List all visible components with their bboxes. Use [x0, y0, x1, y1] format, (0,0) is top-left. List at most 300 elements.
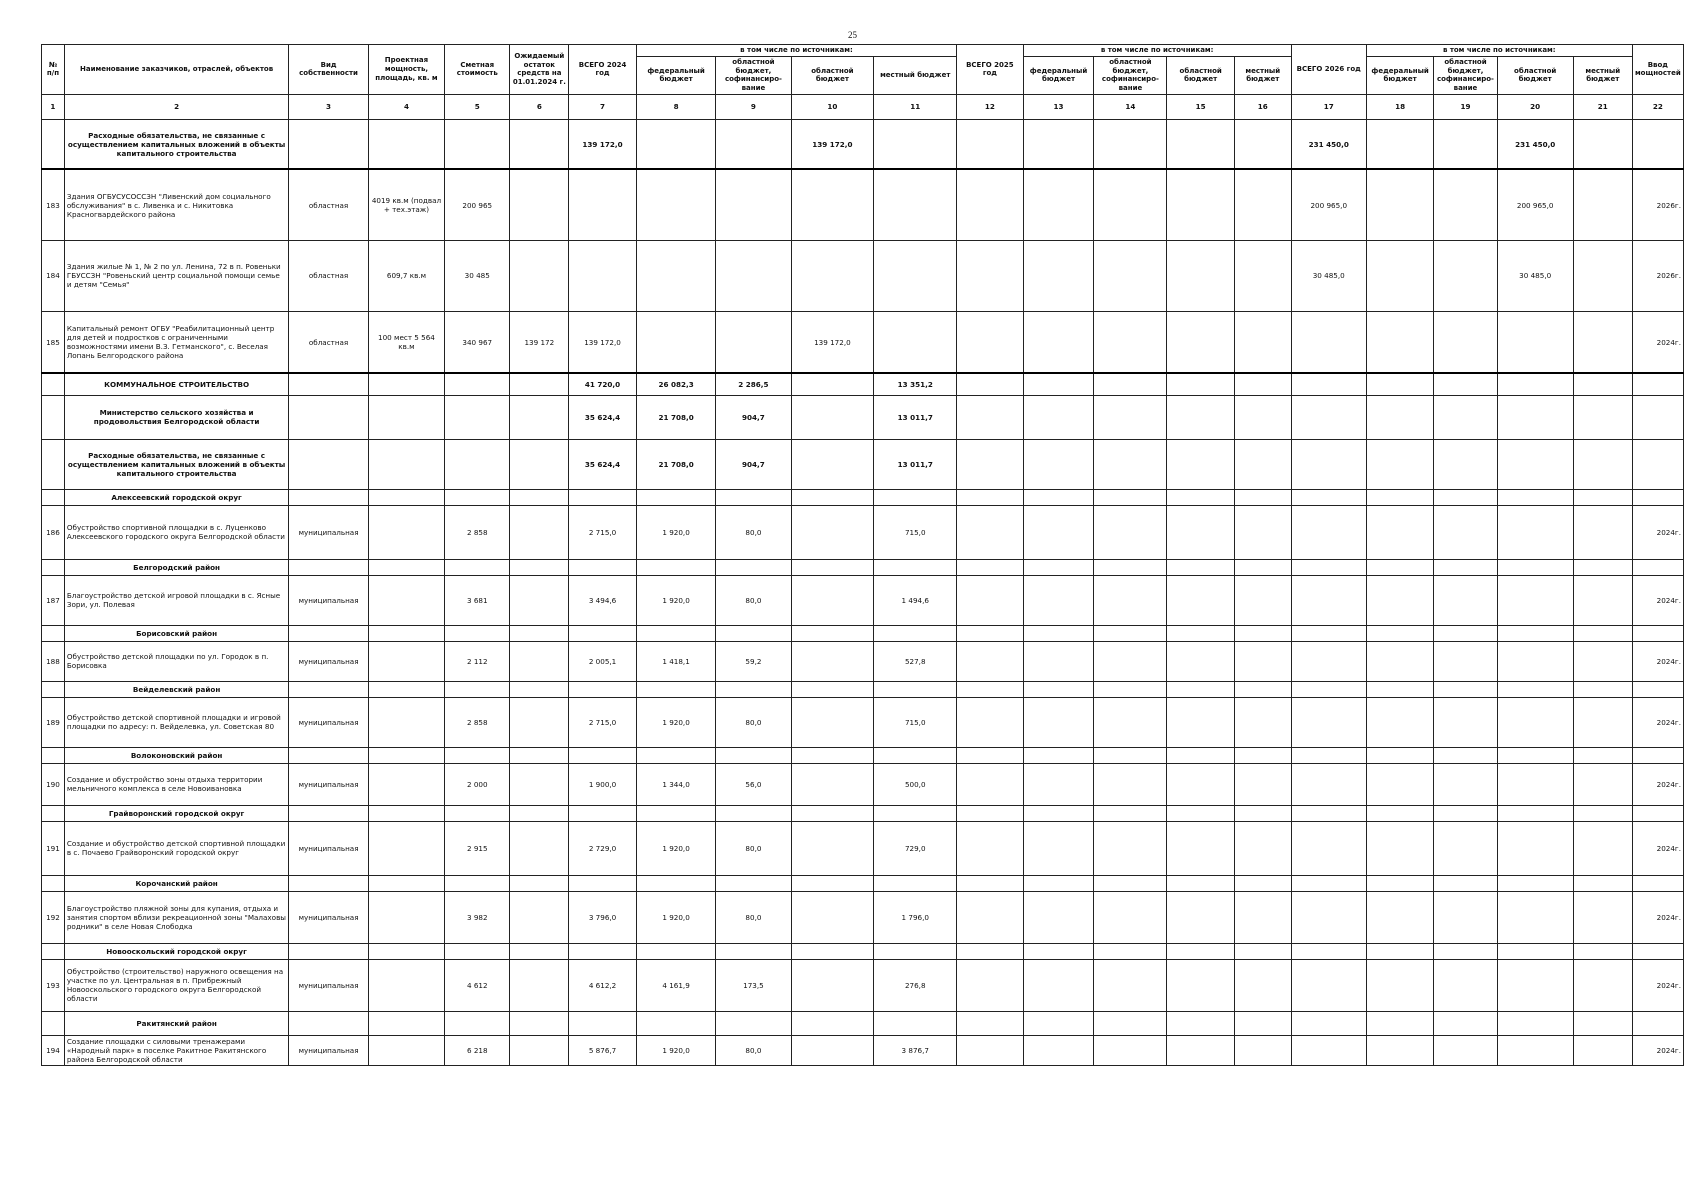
- federal-2026-cell: [1366, 747, 1434, 763]
- total-2024-cell: 41 720,0: [569, 373, 637, 395]
- estimate-cell: 2 915: [445, 821, 510, 875]
- federal-2024-cell: 26 082,3: [636, 373, 716, 395]
- federal-2025-cell: [1023, 240, 1094, 311]
- total-2026-cell: [1291, 395, 1366, 439]
- remainder-cell: [510, 891, 569, 943]
- total-2025-cell: [957, 891, 1023, 943]
- federal-2026-cell: [1366, 625, 1434, 641]
- remainder-cell: [510, 747, 569, 763]
- ownership-cell: [289, 559, 369, 575]
- commissioning-year-cell: 2024г.: [1632, 641, 1683, 681]
- regional-2024-cell: [791, 559, 874, 575]
- commissioning-year-cell: 2024г.: [1632, 575, 1683, 625]
- num-cell: 190: [42, 763, 65, 805]
- federal-2024-cell: 4 161,9: [636, 959, 716, 1011]
- regional-2025-cell: [1167, 943, 1235, 959]
- col-header-regional: областной бюджет: [791, 56, 874, 94]
- regional-2025-cell: [1167, 373, 1235, 395]
- total-2025-cell: [957, 395, 1023, 439]
- regional-cofin-2025-cell: [1094, 641, 1167, 681]
- regional-2026-cell: [1497, 805, 1573, 821]
- local-2025-cell: [1234, 697, 1291, 747]
- local-2026-cell: [1573, 169, 1632, 240]
- regional-cofin-2024-cell: [716, 625, 791, 641]
- federal-2026-cell: [1366, 641, 1434, 681]
- local-2026-cell: [1573, 697, 1632, 747]
- federal-2026-cell: [1366, 575, 1434, 625]
- regional-2024-cell: [791, 1035, 874, 1065]
- federal-2024-cell: [636, 169, 716, 240]
- regional-2025-cell: [1167, 763, 1235, 805]
- regional-cofin-2025-cell: [1094, 1035, 1167, 1065]
- regional-2026-cell: [1497, 891, 1573, 943]
- col-header-commissioning: Ввод мощностей: [1632, 45, 1683, 95]
- total-2024-cell: 2 715,0: [569, 697, 637, 747]
- col-header-total-2025: ВСЕГО 2025 год: [957, 45, 1023, 95]
- ownership-cell: [289, 1011, 369, 1035]
- section-row: [42, 681, 1684, 697]
- ownership-cell: областная: [289, 311, 369, 373]
- section-row: [42, 875, 1684, 891]
- regional-2026-cell: [1497, 1035, 1573, 1065]
- col-header-sources-2024: в том числе по источникам:: [636, 45, 956, 57]
- regional-cofin-2026-cell: [1434, 763, 1497, 805]
- commissioning-year-cell: [1632, 943, 1683, 959]
- num-cell: [42, 805, 65, 821]
- regional-2026-cell: [1497, 959, 1573, 1011]
- col-header-local: местный бюджет: [1573, 56, 1632, 94]
- col-header-federal: федеральный бюджет: [636, 56, 716, 94]
- regional-cofin-2024-cell: 2 286,5: [716, 373, 791, 395]
- column-number: 17: [1291, 94, 1366, 119]
- local-2025-cell: [1234, 439, 1291, 489]
- regional-2026-cell: [1497, 943, 1573, 959]
- regional-2024-cell: 139 172,0: [791, 311, 874, 373]
- local-2026-cell: [1573, 505, 1632, 559]
- total-2026-cell: [1291, 891, 1366, 943]
- ownership-cell: муниципальная: [289, 763, 369, 805]
- column-number: 14: [1094, 94, 1167, 119]
- regional-2024-cell: [791, 805, 874, 821]
- total-2026-cell: [1291, 805, 1366, 821]
- regional-cofin-2024-cell: 59,2: [716, 641, 791, 681]
- total-2025-cell: [957, 1035, 1023, 1065]
- capacity-cell: [368, 681, 444, 697]
- estimate-cell: 3 681: [445, 575, 510, 625]
- local-2024-cell: 1 796,0: [874, 891, 957, 943]
- total-2024-cell: 4 612,2: [569, 959, 637, 1011]
- total-2025-cell: [957, 169, 1023, 240]
- total-2025-cell: [957, 805, 1023, 821]
- total-2024-cell: 35 624,4: [569, 395, 637, 439]
- regional-2025-cell: [1167, 559, 1235, 575]
- regional-cofin-2024-cell: 56,0: [716, 763, 791, 805]
- total-2025-cell: [957, 240, 1023, 311]
- summary-row: [42, 119, 1684, 169]
- total-2024-cell: [569, 875, 637, 891]
- estimate-cell: [445, 395, 510, 439]
- local-2025-cell: [1234, 805, 1291, 821]
- regional-2024-cell: [791, 505, 874, 559]
- col-header-regional: областной бюджет: [1497, 56, 1573, 94]
- estimate-cell: 6 218: [445, 1035, 510, 1065]
- ownership-cell: [289, 805, 369, 821]
- federal-2025-cell: [1023, 625, 1094, 641]
- local-2026-cell: [1573, 489, 1632, 505]
- regional-2025-cell: [1167, 311, 1235, 373]
- regional-cofin-2024-cell: 80,0: [716, 505, 791, 559]
- regional-2026-cell: [1497, 641, 1573, 681]
- object-name-cell: Белгородский район: [64, 559, 288, 575]
- remainder-cell: [510, 395, 569, 439]
- regional-cofin-2024-cell: 904,7: [716, 439, 791, 489]
- ownership-cell: [289, 625, 369, 641]
- federal-2025-cell: [1023, 891, 1094, 943]
- ownership-cell: [289, 681, 369, 697]
- remainder-cell: [510, 697, 569, 747]
- ownership-cell: [289, 943, 369, 959]
- federal-2026-cell: [1366, 439, 1434, 489]
- num-cell: [42, 439, 65, 489]
- remainder-cell: [510, 489, 569, 505]
- column-number: 10: [791, 94, 874, 119]
- object-name-cell: Корочанский район: [64, 875, 288, 891]
- commissioning-year-cell: 2026г.: [1632, 169, 1683, 240]
- regional-2024-cell: [791, 747, 874, 763]
- column-number: 4: [368, 94, 444, 119]
- table-row: [42, 763, 1684, 805]
- column-number: 16: [1234, 94, 1291, 119]
- regional-cofin-2024-cell: [716, 311, 791, 373]
- regional-2024-cell: [791, 821, 874, 875]
- budget-table: [41, 44, 1684, 1066]
- column-number: 6: [510, 94, 569, 119]
- commissioning-year-cell: [1632, 875, 1683, 891]
- ownership-cell: [289, 439, 369, 489]
- local-2026-cell: [1573, 747, 1632, 763]
- table-header: [42, 45, 1684, 120]
- capacity-cell: [368, 489, 444, 505]
- capacity-cell: [368, 747, 444, 763]
- local-2026-cell: [1573, 1035, 1632, 1065]
- total-2024-cell: 2 729,0: [569, 821, 637, 875]
- federal-2024-cell: [636, 943, 716, 959]
- local-2024-cell: [874, 805, 957, 821]
- capacity-cell: [368, 959, 444, 1011]
- local-2026-cell: [1573, 681, 1632, 697]
- capacity-cell: [368, 891, 444, 943]
- federal-2026-cell: [1366, 891, 1434, 943]
- commissioning-year-cell: 2024г.: [1632, 697, 1683, 747]
- col-header-capacity: Проектная мощность, площадь, кв. м: [368, 45, 444, 95]
- num-cell: 185: [42, 311, 65, 373]
- regional-cofin-2026-cell: [1434, 559, 1497, 575]
- local-2024-cell: [874, 747, 957, 763]
- federal-2025-cell: [1023, 681, 1094, 697]
- num-cell: 184: [42, 240, 65, 311]
- regional-2026-cell: [1497, 395, 1573, 439]
- local-2026-cell: [1573, 311, 1632, 373]
- regional-cofin-2024-cell: 904,7: [716, 395, 791, 439]
- local-2024-cell: 715,0: [874, 697, 957, 747]
- regional-2026-cell: 200 965,0: [1497, 169, 1573, 240]
- remainder-cell: [510, 1011, 569, 1035]
- remainder-cell: [510, 1035, 569, 1065]
- regional-cofin-2026-cell: [1434, 943, 1497, 959]
- regional-2026-cell: [1497, 373, 1573, 395]
- federal-2025-cell: [1023, 763, 1094, 805]
- regional-cofin-2024-cell: [716, 169, 791, 240]
- regional-2026-cell: [1497, 625, 1573, 641]
- section-row: [42, 805, 1684, 821]
- federal-2025-cell: [1023, 439, 1094, 489]
- ownership-cell: муниципальная: [289, 1035, 369, 1065]
- local-2025-cell: [1234, 681, 1291, 697]
- federal-2025-cell: [1023, 959, 1094, 1011]
- object-name-cell: Грайворонский городской округ: [64, 805, 288, 821]
- capacity-cell: [368, 697, 444, 747]
- regional-2026-cell: 30 485,0: [1497, 240, 1573, 311]
- regional-cofin-2025-cell: [1094, 559, 1167, 575]
- total-2024-cell: [569, 1011, 637, 1035]
- capacity-cell: [368, 805, 444, 821]
- total-2024-cell: 2 715,0: [569, 505, 637, 559]
- total-2025-cell: [957, 311, 1023, 373]
- object-name-cell: Создание и обустройство детской спортивной площадки в с. Почаево Грайворонский городской округ: [64, 821, 288, 875]
- total-2024-cell: 139 172,0: [569, 311, 637, 373]
- total-2025-cell: [957, 959, 1023, 1011]
- total-2025-cell: [957, 439, 1023, 489]
- estimate-cell: [445, 875, 510, 891]
- local-2025-cell: [1234, 747, 1291, 763]
- local-2025-cell: [1234, 395, 1291, 439]
- federal-2024-cell: [636, 489, 716, 505]
- local-2024-cell: [874, 625, 957, 641]
- federal-2025-cell: [1023, 169, 1094, 240]
- regional-cofin-2026-cell: [1434, 641, 1497, 681]
- local-2024-cell: [874, 559, 957, 575]
- local-2026-cell: [1573, 1011, 1632, 1035]
- regional-cofin-2024-cell: [716, 489, 791, 505]
- summary-row: [42, 373, 1684, 395]
- local-2026-cell: [1573, 641, 1632, 681]
- federal-2026-cell: [1366, 821, 1434, 875]
- remainder-cell: [510, 169, 569, 240]
- section-row: [42, 489, 1684, 505]
- local-2026-cell: [1573, 625, 1632, 641]
- ownership-cell: [289, 395, 369, 439]
- federal-2026-cell: [1366, 373, 1434, 395]
- federal-2024-cell: [636, 559, 716, 575]
- regional-2024-cell: [791, 489, 874, 505]
- estimate-cell: [445, 1011, 510, 1035]
- regional-cofin-2025-cell: [1094, 763, 1167, 805]
- local-2025-cell: [1234, 1011, 1291, 1035]
- local-2024-cell: 276,8: [874, 959, 957, 1011]
- col-header-local: местный бюджет: [1234, 56, 1291, 94]
- column-number: 8: [636, 94, 716, 119]
- total-2025-cell: [957, 641, 1023, 681]
- federal-2024-cell: 21 708,0: [636, 395, 716, 439]
- federal-2025-cell: [1023, 575, 1094, 625]
- total-2025-cell: [957, 697, 1023, 747]
- num-cell: [42, 747, 65, 763]
- ownership-cell: [289, 747, 369, 763]
- capacity-cell: [368, 439, 444, 489]
- federal-2026-cell: [1366, 169, 1434, 240]
- regional-2026-cell: [1497, 697, 1573, 747]
- federal-2025-cell: [1023, 805, 1094, 821]
- column-number: 22: [1632, 94, 1683, 119]
- remainder-cell: [510, 559, 569, 575]
- federal-2024-cell: [636, 875, 716, 891]
- remainder-cell: [510, 821, 569, 875]
- table-row: [42, 311, 1684, 373]
- federal-2026-cell: [1366, 395, 1434, 439]
- num-cell: [42, 943, 65, 959]
- total-2025-cell: [957, 505, 1023, 559]
- regional-2026-cell: [1497, 575, 1573, 625]
- column-number: 12: [957, 94, 1023, 119]
- column-number: 18: [1366, 94, 1434, 119]
- total-2026-cell: 30 485,0: [1291, 240, 1366, 311]
- local-2024-cell: [874, 1011, 957, 1035]
- capacity-cell: [368, 641, 444, 681]
- regional-cofin-2024-cell: [716, 119, 791, 169]
- local-2025-cell: [1234, 625, 1291, 641]
- regional-cofin-2026-cell: [1434, 1011, 1497, 1035]
- table-row: [42, 959, 1684, 1011]
- local-2025-cell: [1234, 875, 1291, 891]
- total-2026-cell: [1291, 821, 1366, 875]
- estimate-cell: 30 485: [445, 240, 510, 311]
- total-2026-cell: [1291, 763, 1366, 805]
- num-cell: 187: [42, 575, 65, 625]
- regional-cofin-2024-cell: [716, 943, 791, 959]
- federal-2024-cell: [636, 240, 716, 311]
- table-row: [42, 505, 1684, 559]
- total-2024-cell: 35 624,4: [569, 439, 637, 489]
- table-row: [42, 697, 1684, 747]
- local-2025-cell: [1234, 505, 1291, 559]
- total-2026-cell: [1291, 747, 1366, 763]
- total-2024-cell: [569, 240, 637, 311]
- local-2025-cell: [1234, 943, 1291, 959]
- regional-cofin-2025-cell: [1094, 747, 1167, 763]
- regional-cofin-2026-cell: [1434, 311, 1497, 373]
- col-header-total-2024: ВСЕГО 2024 год: [569, 45, 637, 95]
- federal-2025-cell: [1023, 1011, 1094, 1035]
- remainder-cell: [510, 575, 569, 625]
- object-name-cell: Обустройство спортивной площадки в с. Луценково Алексеевского городского округа Белгородской области: [64, 505, 288, 559]
- federal-2024-cell: 1 920,0: [636, 891, 716, 943]
- regional-cofin-2024-cell: 173,5: [716, 959, 791, 1011]
- object-name-cell: Министерство сельского хозяйства и продовольствия Белгородской области: [64, 395, 288, 439]
- regional-cofin-2026-cell: [1434, 373, 1497, 395]
- num-cell: [42, 373, 65, 395]
- federal-2026-cell: [1366, 559, 1434, 575]
- total-2024-cell: 1 900,0: [569, 763, 637, 805]
- total-2025-cell: [957, 943, 1023, 959]
- regional-cofin-2026-cell: [1434, 875, 1497, 891]
- estimate-cell: 2 858: [445, 697, 510, 747]
- col-header-sources-2025: в том числе по источникам:: [1023, 45, 1291, 57]
- commissioning-year-cell: 2024г.: [1632, 891, 1683, 943]
- regional-cofin-2024-cell: [716, 747, 791, 763]
- num-cell: [42, 1011, 65, 1035]
- regional-cofin-2024-cell: 80,0: [716, 697, 791, 747]
- regional-cofin-2025-cell: [1094, 821, 1167, 875]
- regional-cofin-2025-cell: [1094, 505, 1167, 559]
- capacity-cell: [368, 395, 444, 439]
- regional-2025-cell: [1167, 821, 1235, 875]
- total-2026-cell: 231 450,0: [1291, 119, 1366, 169]
- column-number: 19: [1434, 94, 1497, 119]
- regional-2026-cell: [1497, 439, 1573, 489]
- regional-cofin-2024-cell: 80,0: [716, 575, 791, 625]
- regional-2025-cell: [1167, 697, 1235, 747]
- table-body: [42, 119, 1684, 1065]
- regional-cofin-2025-cell: [1094, 240, 1167, 311]
- federal-2025-cell: [1023, 119, 1094, 169]
- capacity-cell: [368, 505, 444, 559]
- local-2024-cell: 500,0: [874, 763, 957, 805]
- regional-2025-cell: [1167, 505, 1235, 559]
- capacity-cell: [368, 763, 444, 805]
- regional-cofin-2025-cell: [1094, 311, 1167, 373]
- ownership-cell: муниципальная: [289, 641, 369, 681]
- federal-2024-cell: [636, 119, 716, 169]
- total-2024-cell: [569, 559, 637, 575]
- total-2024-cell: 5 876,7: [569, 1035, 637, 1065]
- local-2026-cell: [1573, 763, 1632, 805]
- total-2025-cell: [957, 747, 1023, 763]
- capacity-cell: 100 мест 5 564 кв.м: [368, 311, 444, 373]
- regional-cofin-2026-cell: [1434, 805, 1497, 821]
- regional-2024-cell: [791, 875, 874, 891]
- num-cell: [42, 119, 65, 169]
- num-cell: [42, 625, 65, 641]
- col-header-regional-cofin: областной бюджет, софинансиро-вание: [716, 56, 791, 94]
- regional-cofin-2024-cell: 80,0: [716, 1035, 791, 1065]
- regional-cofin-2025-cell: [1094, 697, 1167, 747]
- commissioning-year-cell: [1632, 747, 1683, 763]
- federal-2024-cell: 21 708,0: [636, 439, 716, 489]
- commissioning-year-cell: [1632, 395, 1683, 439]
- regional-cofin-2024-cell: 80,0: [716, 821, 791, 875]
- total-2025-cell: [957, 373, 1023, 395]
- local-2024-cell: [874, 943, 957, 959]
- local-2026-cell: [1573, 559, 1632, 575]
- federal-2024-cell: 1 920,0: [636, 505, 716, 559]
- capacity-cell: [368, 875, 444, 891]
- total-2024-cell: 3 494,6: [569, 575, 637, 625]
- object-name-cell: Благоустройство пляжной зоны для купания, отдыха и занятия спортом вблизи рекреационной зоны "Малаховы родники" в селе Новая Слободка: [64, 891, 288, 943]
- local-2025-cell: [1234, 1035, 1291, 1065]
- regional-2025-cell: [1167, 395, 1235, 439]
- total-2026-cell: [1291, 559, 1366, 575]
- num-cell: 194: [42, 1035, 65, 1065]
- capacity-cell: [368, 559, 444, 575]
- commissioning-year-cell: [1632, 805, 1683, 821]
- regional-2025-cell: [1167, 1011, 1235, 1035]
- local-2025-cell: [1234, 240, 1291, 311]
- remainder-cell: [510, 505, 569, 559]
- total-2024-cell: [569, 943, 637, 959]
- col-header-federal: федеральный бюджет: [1366, 56, 1434, 94]
- total-2026-cell: [1291, 641, 1366, 681]
- col-header-remainder: Ожидаемый остаток средств на 01.01.2024 г.: [510, 45, 569, 95]
